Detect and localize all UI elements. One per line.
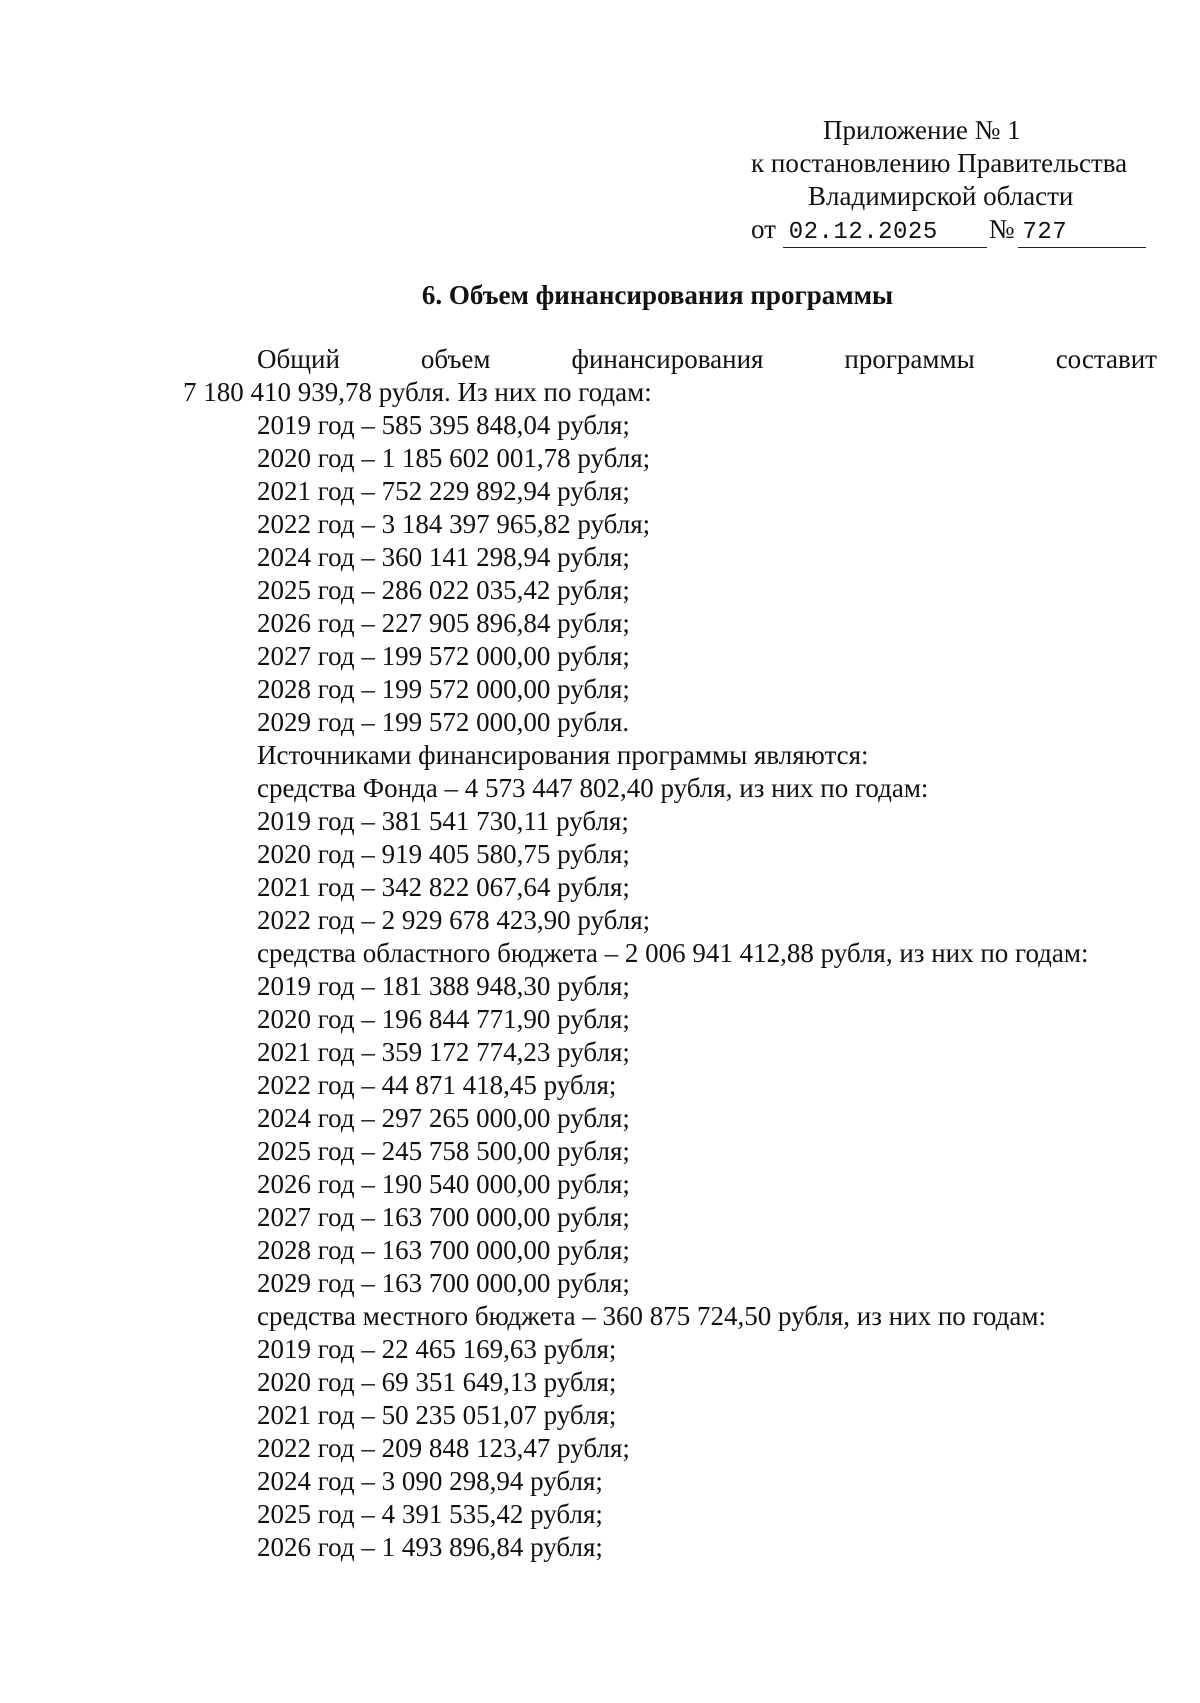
financing-line: 2019 год – 181 388 948,30 рубля; bbox=[257, 971, 630, 1001]
intro-word: финансирования bbox=[571, 344, 764, 374]
financing-line: 2026 год – 190 540 000,00 рубля; bbox=[257, 1169, 630, 1199]
financing-line: 2025 год – 4 391 535,42 рубля; bbox=[257, 1499, 603, 1529]
financing-line: 2027 год – 199 572 000,00 рубля; bbox=[257, 641, 630, 671]
section-title: 6. Объем финансирования программы bbox=[421, 280, 894, 310]
financing-line: 2029 год – 199 572 000,00 рубля. bbox=[257, 707, 630, 737]
financing-line: 2021 год – 342 822 067,64 рубля; bbox=[257, 872, 630, 902]
intro-justified-line bbox=[257, 343, 1157, 376]
financing-line: Источниками финансирования программы являются: bbox=[257, 740, 869, 770]
date-prefix: от bbox=[751, 214, 776, 244]
number-sign: № bbox=[988, 214, 1015, 244]
financing-line: 2025 год – 286 022 035,42 рубля; bbox=[257, 575, 630, 605]
financing-line: 2020 год – 69 351 649,13 рубля; bbox=[257, 1367, 617, 1397]
financing-line: 2022 год – 2 929 678 423,90 рубля; bbox=[257, 905, 651, 935]
financing-line: 2027 год – 163 700 000,00 рубля; bbox=[257, 1202, 630, 1232]
intro-total-line: 7 180 410 939,78 рубля. Из них по годам: bbox=[183, 377, 652, 407]
financing-line: 2028 год – 163 700 000,00 рубля; bbox=[257, 1235, 630, 1265]
financing-line: 2019 год – 22 465 169,63 рубля; bbox=[257, 1334, 617, 1364]
financing-line: средства Фонда – 4 573 447 802,40 рубля, из них по годам: bbox=[257, 773, 929, 803]
financing-line: 2021 год – 359 172 774,23 рубля; bbox=[257, 1037, 630, 1067]
intro-word: объем bbox=[420, 344, 491, 374]
financing-line: 2026 год – 1 493 896,84 рубля; bbox=[257, 1532, 603, 1562]
financing-list bbox=[257, 409, 1088, 1564]
financing-line: 2028 год – 199 572 000,00 рубля; bbox=[257, 674, 630, 704]
financing-line: 2022 год – 209 848 123,47 рубля; bbox=[257, 1433, 630, 1463]
financing-line: 2021 год – 50 235 051,07 рубля; bbox=[257, 1400, 617, 1430]
intro-word: составит bbox=[1055, 344, 1157, 374]
intro-word: программы bbox=[844, 344, 975, 374]
financing-line: 2020 год – 919 405 580,75 рубля; bbox=[257, 839, 630, 869]
date-number-line bbox=[700, 213, 1140, 248]
appendix-header bbox=[700, 114, 1140, 248]
financing-line: 2024 год – 360 141 298,94 рубля; bbox=[257, 542, 630, 572]
intro-word: Общий bbox=[257, 344, 340, 374]
resolution-date: 02.12.2025 bbox=[783, 219, 987, 248]
financing-line: 2025 год – 245 758 500,00 рубля; bbox=[257, 1136, 630, 1166]
financing-line: средства областного бюджета – 2 006 941 412,88 рубля, из них по годам: bbox=[257, 938, 1089, 968]
financing-line: 2019 год – 381 541 730,11 рубля; bbox=[257, 806, 629, 836]
financing-line: 2024 год – 3 090 298,94 рубля; bbox=[257, 1466, 603, 1496]
financing-line: 2020 год – 196 844 771,90 рубля; bbox=[257, 1004, 630, 1034]
financing-line: средства местного бюджета – 360 875 724,50 рубля, из них по годам: bbox=[257, 1301, 1046, 1331]
financing-line: 2022 год – 3 184 397 965,82 рубля; bbox=[257, 509, 651, 539]
financing-line: 2022 год – 44 871 418,45 рубля; bbox=[257, 1070, 617, 1100]
financing-line: 2029 год – 163 700 000,00 рубля; bbox=[257, 1268, 630, 1298]
financing-line: 2020 год – 1 185 602 001,78 рубля; bbox=[257, 443, 651, 473]
resolution-number: 727 bbox=[1018, 219, 1146, 248]
financing-line: 2021 год – 752 229 892,94 рубля; bbox=[257, 476, 630, 506]
resolution-reference: к постановлению Правительства bbox=[751, 148, 1128, 178]
financing-line: 2026 год – 227 905 896,84 рубля; bbox=[257, 608, 630, 638]
financing-line: 2019 год – 585 395 848,04 рубля; bbox=[257, 410, 630, 440]
intro-paragraph bbox=[183, 343, 1157, 407]
region-name: Владимирской области bbox=[808, 181, 1074, 211]
appendix-number: Приложение № 1 bbox=[823, 115, 1021, 145]
financing-line: 2024 год – 297 265 000,00 рубля; bbox=[257, 1103, 630, 1133]
